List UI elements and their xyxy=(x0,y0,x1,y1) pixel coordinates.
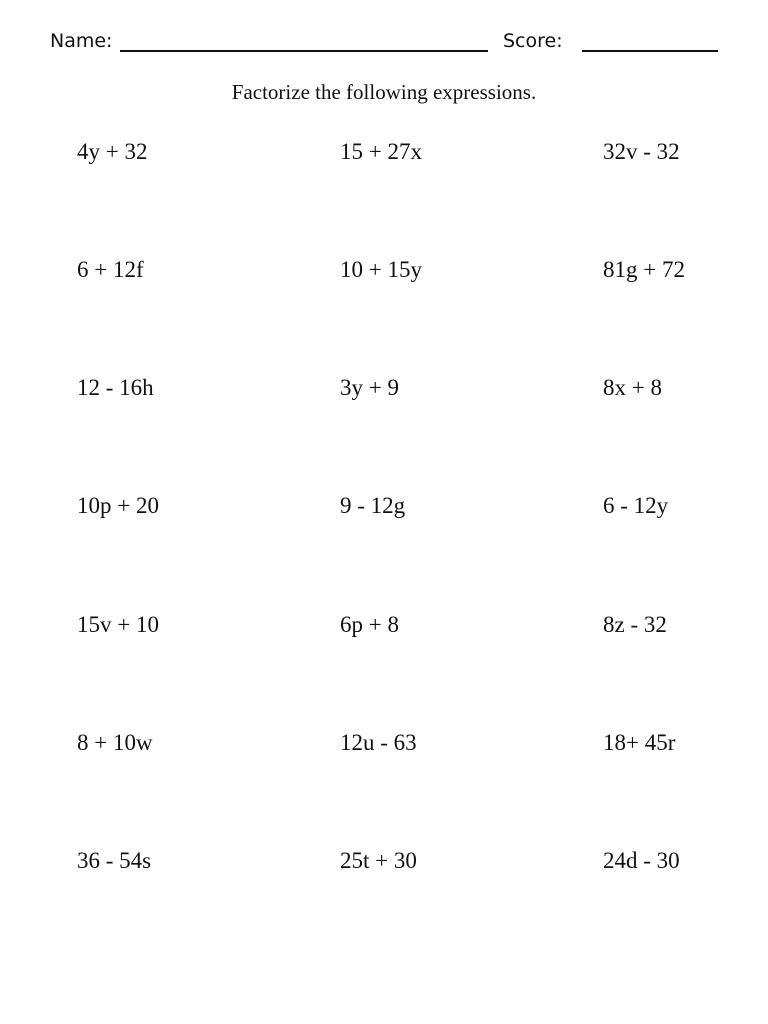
problem-item: 8x + 8 xyxy=(603,375,662,400)
problem-item: 12u - 63 xyxy=(340,730,417,755)
worksheet-header xyxy=(50,26,720,58)
instruction-text: Factorize the following expressions. xyxy=(231,80,537,104)
problem-item: 10p + 20 xyxy=(77,493,159,518)
score-blank-line[interactable] xyxy=(582,50,718,52)
problem-item: 4y + 32 xyxy=(77,139,148,164)
problem-item: 25t + 30 xyxy=(340,848,417,873)
problem-item: 8z - 32 xyxy=(603,612,667,637)
name-blank-line[interactable] xyxy=(120,50,488,52)
problem-item: 24d - 30 xyxy=(603,848,680,873)
problem-item: 6 + 12f xyxy=(77,257,144,282)
problem-item: 10 + 15y xyxy=(340,257,422,282)
problem-item: 6 - 12y xyxy=(603,493,669,518)
problem-item: 6p + 8 xyxy=(340,612,399,637)
problem-item: 81g + 72 xyxy=(603,257,685,282)
problem-item: 15 + 27x xyxy=(340,139,422,164)
score-label: Score: xyxy=(503,30,563,52)
problem-item: 15v + 10 xyxy=(77,612,159,637)
name-label: Name: xyxy=(50,30,113,52)
problem-item: 9 - 12g xyxy=(340,493,406,518)
problem-item: 12 - 16h xyxy=(77,375,154,400)
problem-item: 18+ 45r xyxy=(603,730,676,755)
problem-item: 3y + 9 xyxy=(340,375,399,400)
problem-item: 32v - 32 xyxy=(603,139,680,164)
problem-item: 8 + 10w xyxy=(77,730,153,755)
problem-item: 36 - 54s xyxy=(77,848,152,873)
